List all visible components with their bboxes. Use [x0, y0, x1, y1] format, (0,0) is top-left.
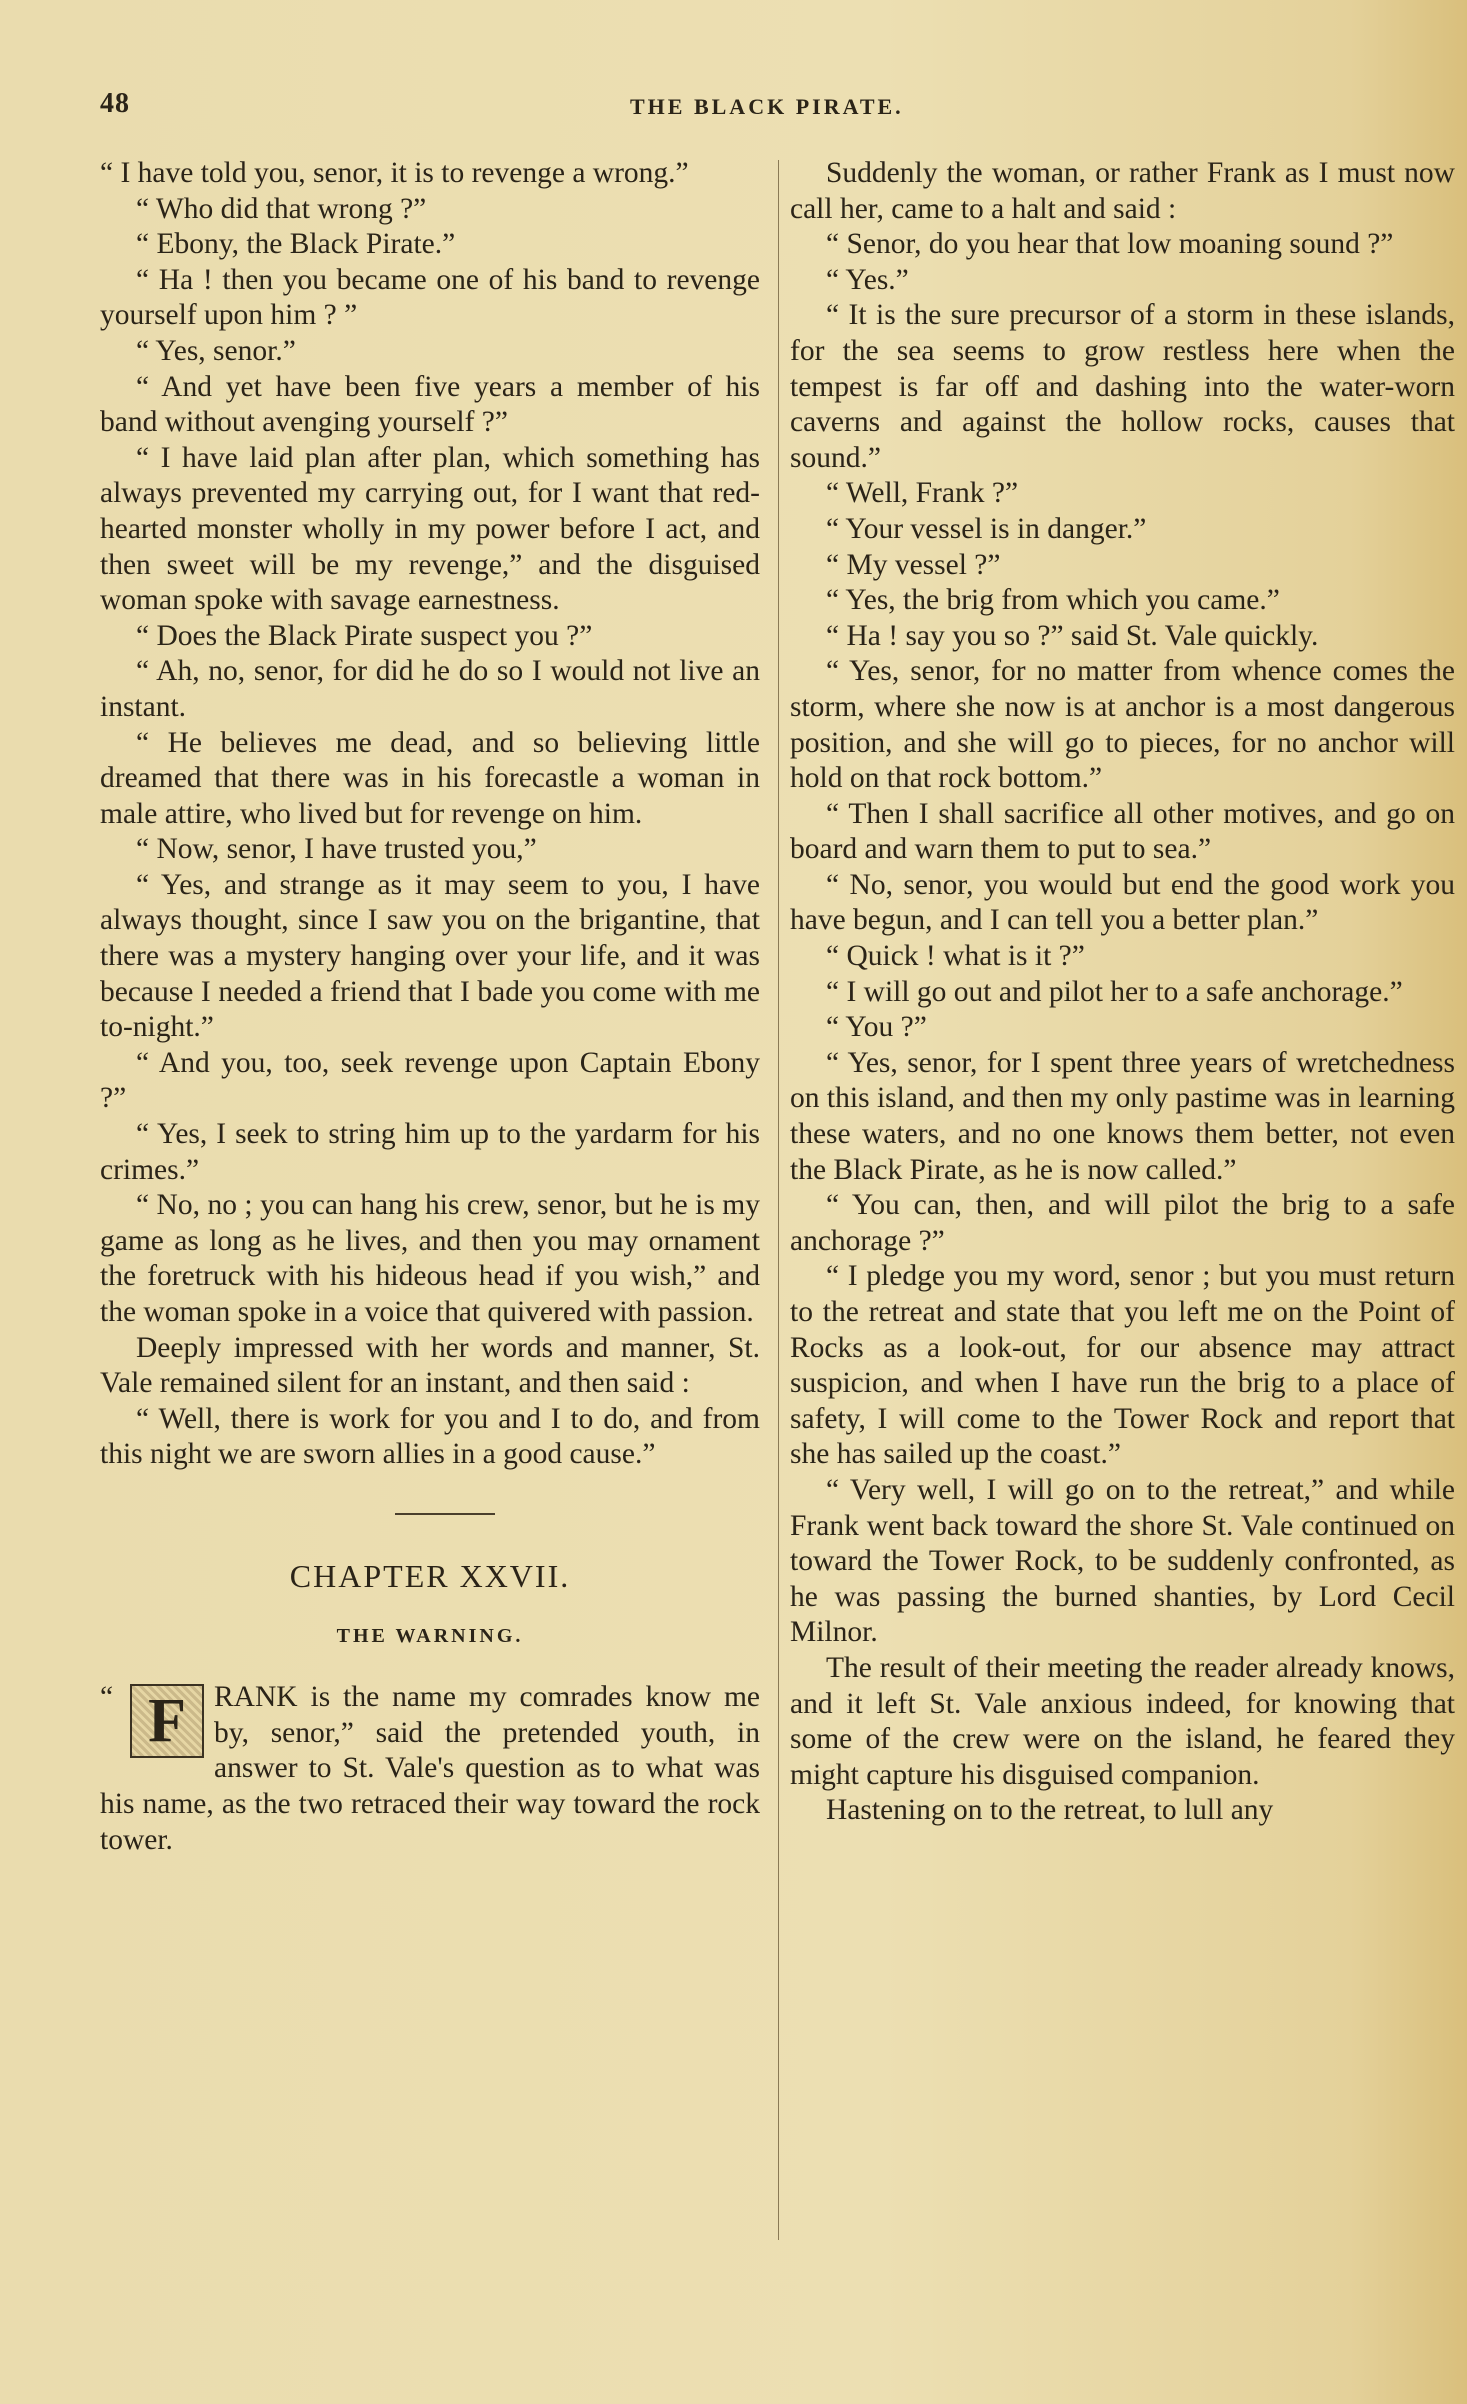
paragraph: “ Ebony, the Black Pirate.”: [136, 228, 456, 261]
chapter-title: CHAPTER XXVII.: [289, 1557, 571, 1594]
paragraph: “ You can, then, and will pilot the brig to a safe anchorage ?”: [790, 1189, 1455, 1257]
column-divider: [778, 160, 779, 2240]
section-divider: [395, 1513, 495, 1515]
chapter-opening-paragraph: [100, 1680, 760, 1858]
paragraph: Hastening on to the retreat, to lull any: [826, 1794, 1274, 1827]
paragraph: “ Yes, the brig from which you came.”: [826, 584, 1280, 617]
paragraph: “ Ha ! then you became one of his band to revenge yourself upon him ? ”: [100, 263, 760, 332]
paragraph: “ Senor, do you hear that low moaning sound ?”: [826, 228, 1394, 261]
paragraph: “ Then I shall sacrifice all other motives, and go on board and warn them to put to sea.”: [790, 797, 1455, 866]
paragraph: “ Yes, and strange as it may seem to you, I have always thought, since I saw you on the brigantine, that there was a mystery hanging over your life, and it was because I needed a friend that I bade you come with me to-night.”: [100, 868, 760, 1044]
paragraph: “ Now, senor, I have trusted you,”: [136, 833, 537, 866]
paragraph: “ Yes.”: [826, 263, 909, 296]
page-number: 48: [100, 88, 130, 119]
paragraph: “ I pledge you my word, senor ; but you must return to the retreat and state that you left me on the Point of Rocks as a look-out, for our absence may attract suspicion, and when I have run the brig to a place of safety, I will come to the Tower Rock and report that she has sailed up the coast.”: [790, 1260, 1455, 1471]
left-column: [100, 156, 760, 1858]
paragraph: “ No, no ; you can hang his crew, senor, but he is my game as long as he lives, and then you may ornament the foretruck with his hideous head if you wish,” and the woman spoke in a voice that quivered with passion.: [100, 1189, 760, 1328]
paragraph: “ Quick ! what is it ?”: [826, 940, 1085, 973]
paragraph: “ Yes, senor, for I spent three years of wretchedness on this island, and then my only pastime was in learning these waters, and no one knows them better, not even the Black Pirate, as he is now called.”: [790, 1046, 1455, 1186]
paragraph: “ Very well, I will go on to the retreat,” and while Frank went back toward the shore St. Vale continued on toward the Tower Rock, to be suddenly confronted, as he was passing the burned shanties, by Lord Cecil Milnor.: [790, 1473, 1455, 1649]
paragraph: “ Well, Frank ?”: [826, 477, 1019, 510]
paragraph: “ It is the sure precursor of a storm in these islands, for the sea seems to grow restless here when the tempest is far off and dashing into the water-worn caverns and against the hollow rocks, causes that sound.”: [790, 299, 1455, 474]
paragraph: “ Who did that wrong ?”: [136, 192, 427, 225]
paragraph: “ And you, too, seek revenge upon Captain Ebony ?”: [100, 1046, 760, 1115]
paragraph: “ Your vessel is in danger.”: [826, 512, 1147, 545]
paragraph: “ I have told you, senor, it is to revenge a wrong.”: [100, 157, 689, 189]
paragraph: “ I will go out and pilot her to a safe anchorage.”: [826, 975, 1403, 1008]
paragraph: “ Yes, senor, for no matter from whence comes the storm, where she now is at anchor is a most dangerous position, and she will go to pieces, for no anchor will hold on that rock bottom.”: [790, 655, 1455, 795]
paragraph: Suddenly the woman, or rather Frank as I must now call her, came to a halt and said :: [790, 157, 1455, 225]
paragraph: “ Ha ! say you so ?” said St. Vale quickly.: [826, 619, 1319, 652]
right-column: [790, 156, 1455, 1829]
dropcap-paragraph-text: RANK is the name my comrades know me by, senor,” said the pretended youth, in answer to St. Vale's question as to what was his name, as the two retraced their way toward the rock tower.: [100, 1681, 760, 1856]
opening-quote: “: [100, 1681, 114, 1714]
running-head: THE BLACK PIRATE.: [630, 94, 904, 119]
dropcap-letter: F: [148, 1687, 186, 1756]
paragraph: “ You ?”: [826, 1011, 927, 1044]
paragraph: Deeply impressed with her words and manner, St. Vale remained silent for an instant, and then said :: [100, 1331, 760, 1400]
paragraph: “ He believes me dead, and so believing little dreamed that there was in his forecastle a woman in male attire, who lived but for revenge on him.: [100, 726, 760, 830]
paragraph: “ Does the Black Pirate suspect you ?”: [136, 619, 593, 652]
dropcap-ornament: [130, 1684, 204, 1758]
paragraph: The result of their meeting the reader already knows, and it left St. Vale anxious indeed, for knowing that some of the crew were on the island, he feared they might capture his disguised companion.: [790, 1651, 1455, 1791]
paragraph: “ Well, there is work for you and I to do, and from this night we are sworn allies in a good cause.”: [100, 1402, 760, 1471]
page-header: [100, 88, 1400, 128]
paragraph: “ Yes, I seek to string him up to the yardarm for his crimes.”: [100, 1118, 760, 1186]
paragraph: “ Ah, no, senor, for did he do so I would not live an instant.: [100, 655, 760, 723]
chapter-subtitle: THE WARNING.: [336, 1624, 524, 1647]
paragraph: “ No, senor, you would but end the good work you have begun, and I can tell you a better plan.”: [790, 868, 1455, 937]
paragraph: “ And yet have been five years a member of his band without avenging yourself ?”: [100, 370, 760, 439]
paragraph: “ Yes, senor.”: [136, 334, 296, 367]
paragraph: “ My vessel ?”: [826, 548, 1001, 581]
paragraph: “ I have laid plan after plan, which something has always prevented my carrying out, for I want that red-hearted monster wholly in my power before I act, and then sweet will be my revenge,” and the disguised woman spoke with savage earnestness.: [100, 441, 760, 617]
